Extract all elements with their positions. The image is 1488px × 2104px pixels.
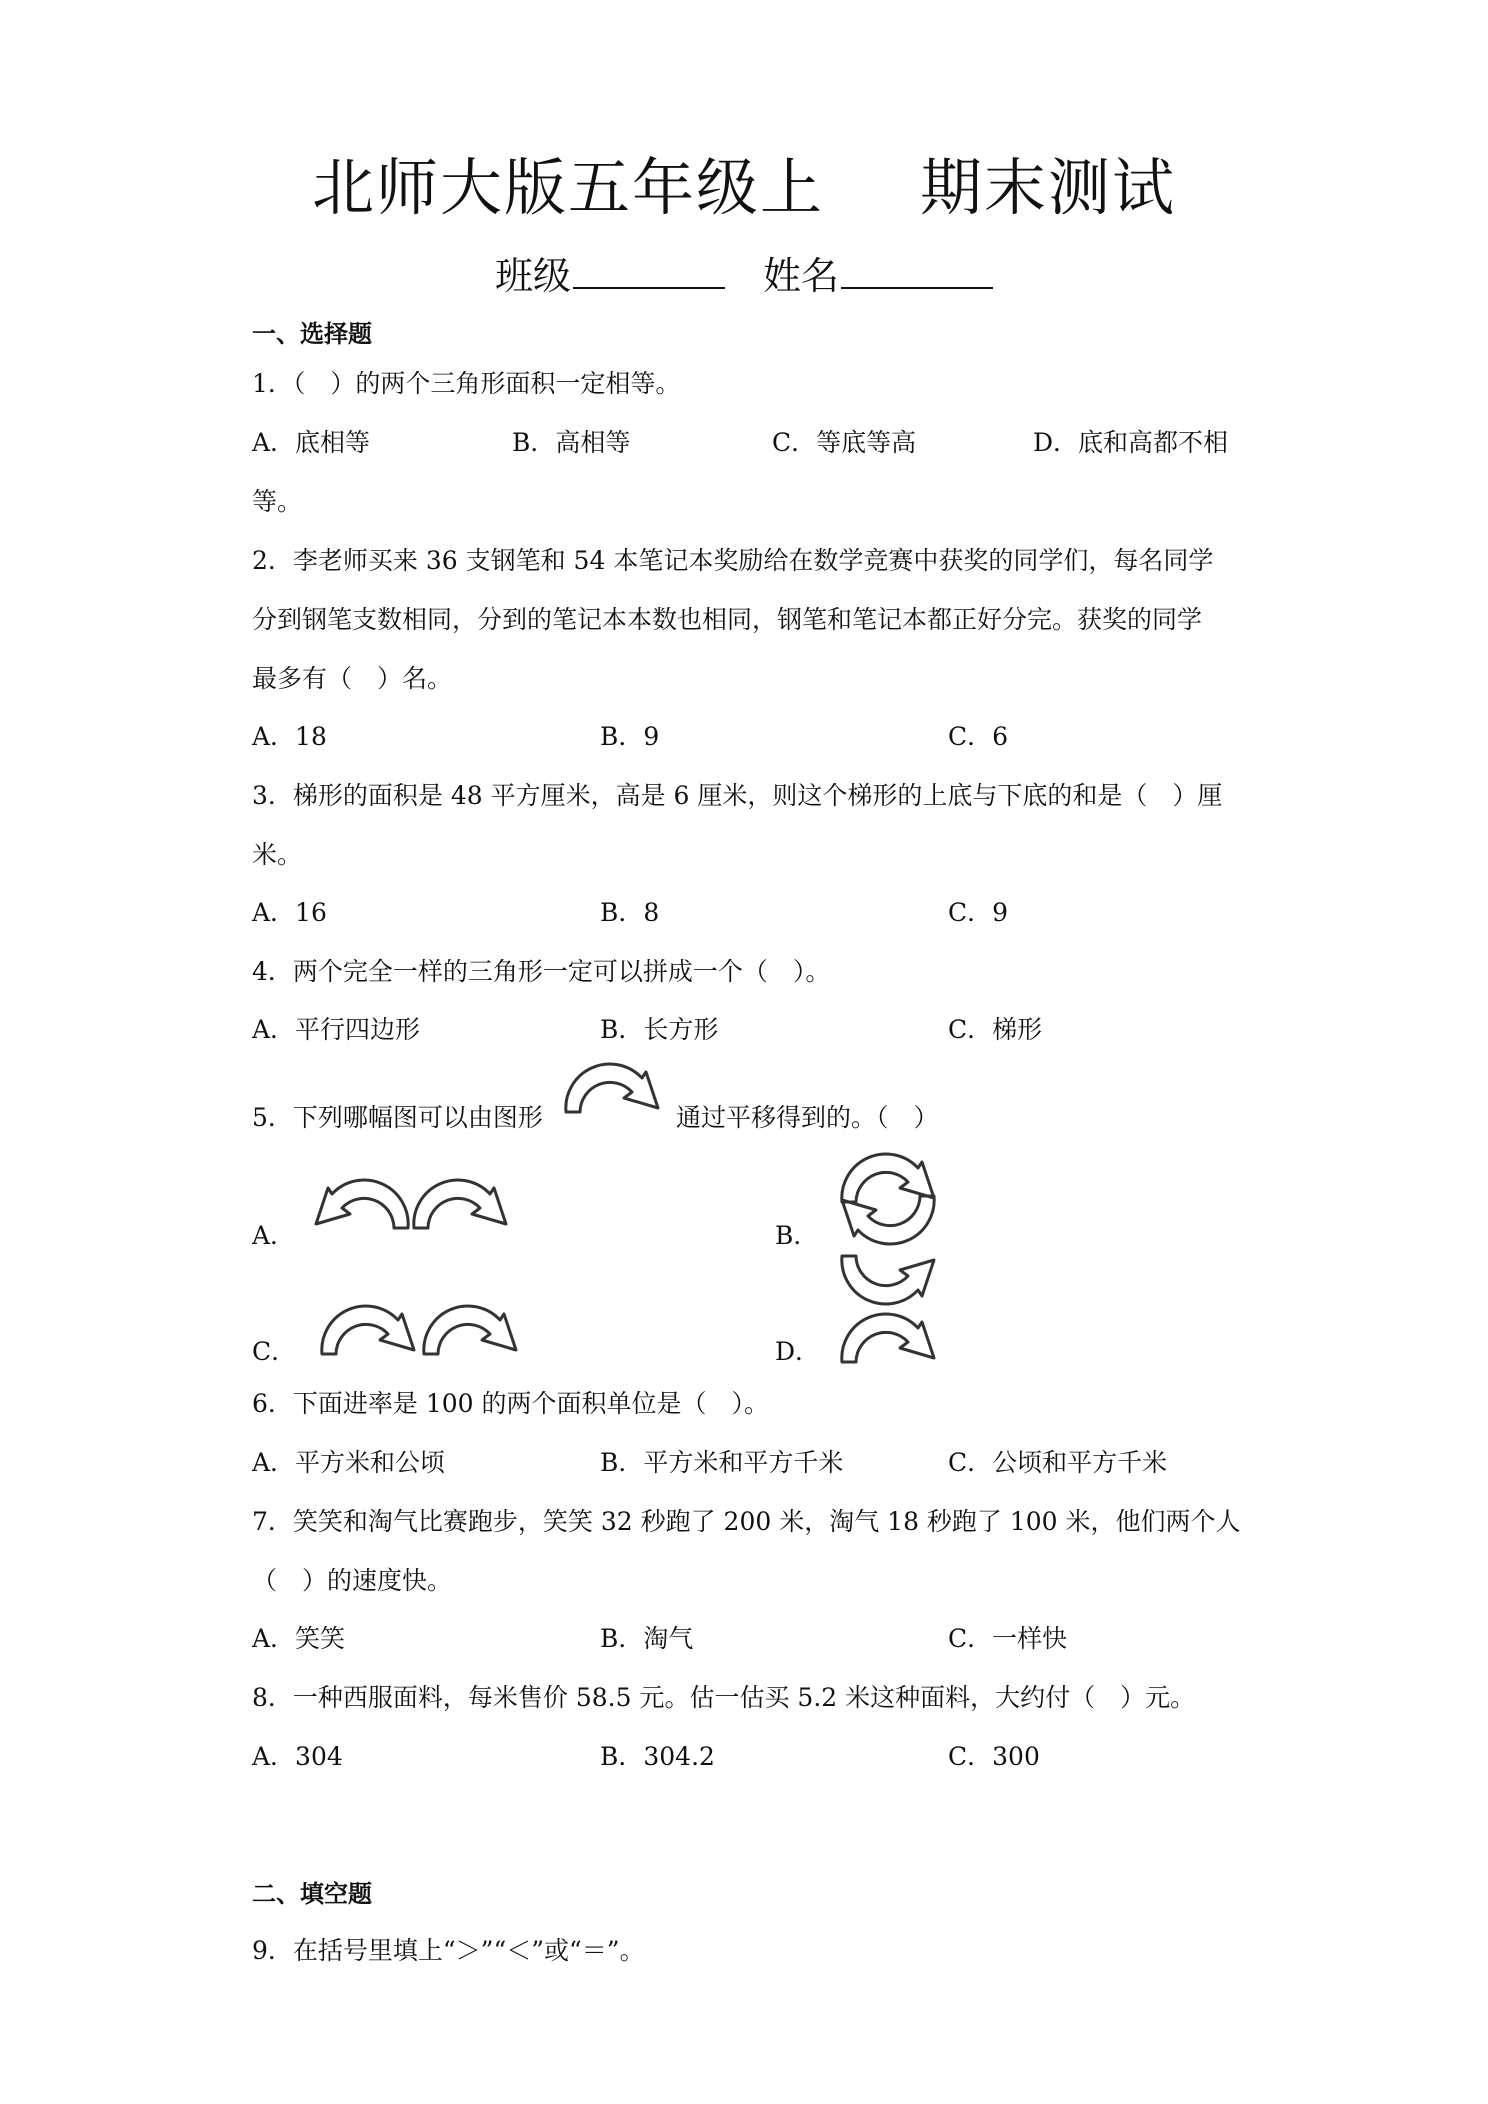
q1-option-d-cont: 等。 [252, 487, 303, 516]
title-left: 北师大版五年级上 [311, 151, 824, 224]
q2-option-c[interactable]: C．6 [948, 722, 1009, 751]
name-label: 姓名 [763, 254, 840, 298]
q5-option-a[interactable]: A． [252, 1221, 296, 1250]
q7-line1: 7．笑笑和淘气比赛跑步，笑笑 32 秒跑了 200 米，淘气 18 秒跑了 100 米，他们两个人 [252, 1507, 1241, 1536]
student-info [0, 245, 1488, 300]
q9-stem: 9．在括号里填上“＞”“＜”或“＝”。 [252, 1936, 645, 1965]
q6-option-c[interactable]: C．公顷和平方千米 [948, 1448, 1168, 1477]
q7-option-a[interactable]: A．笑笑 [252, 1624, 346, 1653]
option-c-arrow-1-icon [318, 1290, 418, 1360]
q1-stem: 1．（ ）的两个三角形面积一定相等。 [252, 369, 681, 398]
option-d-arrow-bottom-icon [838, 1298, 938, 1368]
q4-option-c[interactable]: C．梯形 [948, 1015, 1043, 1044]
q7-line2: （ ）的速度快。 [252, 1566, 453, 1595]
q5-stem-right: 通过平移得到的。（ ） [676, 1103, 939, 1132]
q8-option-b[interactable]: B．304.2 [600, 1742, 715, 1771]
page-title [0, 138, 1488, 227]
q1-option-a[interactable]: A．底相等 [252, 428, 371, 457]
q2-line3: 最多有（ ）名。 [252, 664, 453, 693]
q7-option-b[interactable]: B．淘气 [600, 1624, 694, 1653]
q8-stem: 8．一种西服面料，每米售价 58.5 元。估一估买 5.2 米这种面料，大约付（ ）元。 [252, 1683, 1196, 1712]
q6-option-b[interactable]: B．平方米和平方千米 [600, 1448, 844, 1477]
q2-line1: 2．李老师买来 36 支钢笔和 54 本笔记本奖励给在数学竞赛中获奖的同学们，每名同学 [252, 546, 1214, 575]
q2-option-a[interactable]: A．18 [252, 722, 327, 751]
title-right: 期末测试 [920, 151, 1177, 224]
curved-arrow-icon [562, 1048, 666, 1118]
option-a-arrow-1-icon [312, 1164, 412, 1234]
q1-option-b[interactable]: B．高相等 [512, 428, 631, 457]
name-blank[interactable] [841, 257, 993, 289]
q5-option-b[interactable]: B． [775, 1221, 819, 1250]
q3-option-c[interactable]: C．9 [948, 898, 1009, 927]
q8-option-c[interactable]: C．300 [948, 1742, 1040, 1771]
class-label: 班级 [494, 254, 571, 298]
q3-option-a[interactable]: A．16 [252, 898, 327, 927]
q7-option-c[interactable]: C．一样快 [948, 1624, 1068, 1653]
section-choice: 一、选择题 [252, 320, 372, 348]
q5-stem-left: 5．下列哪幅图可以由图形 [252, 1103, 543, 1132]
q4-stem: 4．两个完全一样的三角形一定可以拼成一个（ ）。 [252, 957, 831, 986]
q5-option-c[interactable]: C． [252, 1337, 297, 1366]
option-a-arrow-2-icon [410, 1164, 510, 1234]
q1-option-c[interactable]: C．等底等高 [772, 428, 917, 457]
q8-option-a[interactable]: A．304 [252, 1742, 343, 1771]
q2-option-b[interactable]: B．9 [600, 722, 660, 751]
section-fill: 二、填空题 [252, 1880, 372, 1908]
q3-option-b[interactable]: B．8 [600, 898, 660, 927]
q1-option-d[interactable]: D．底和高都不相 [1033, 428, 1229, 457]
q2-line2: 分到钢笔支数相同，分到的笔记本本数也相同，钢笔和笔记本都正好分完。获奖的同学 [252, 605, 1203, 634]
q3-line1: 3．梯形的面积是 48 平方厘米，高是 6 厘米，则这个梯形的上底与下底的和是（ ）厘 [252, 781, 1223, 810]
q5-option-d[interactable]: D． [775, 1337, 821, 1366]
q4-option-b[interactable]: B．长方形 [600, 1015, 719, 1044]
class-blank[interactable] [573, 257, 725, 289]
option-c-arrow-2-icon [420, 1290, 520, 1360]
q4-option-a[interactable]: A．平行四边形 [252, 1015, 421, 1044]
q3-line2: 米。 [252, 840, 303, 869]
q6-stem: 6．下面进率是 100 的两个面积单位是（ ）。 [252, 1389, 770, 1418]
q6-option-a[interactable]: A．平方米和公顷 [252, 1448, 446, 1477]
